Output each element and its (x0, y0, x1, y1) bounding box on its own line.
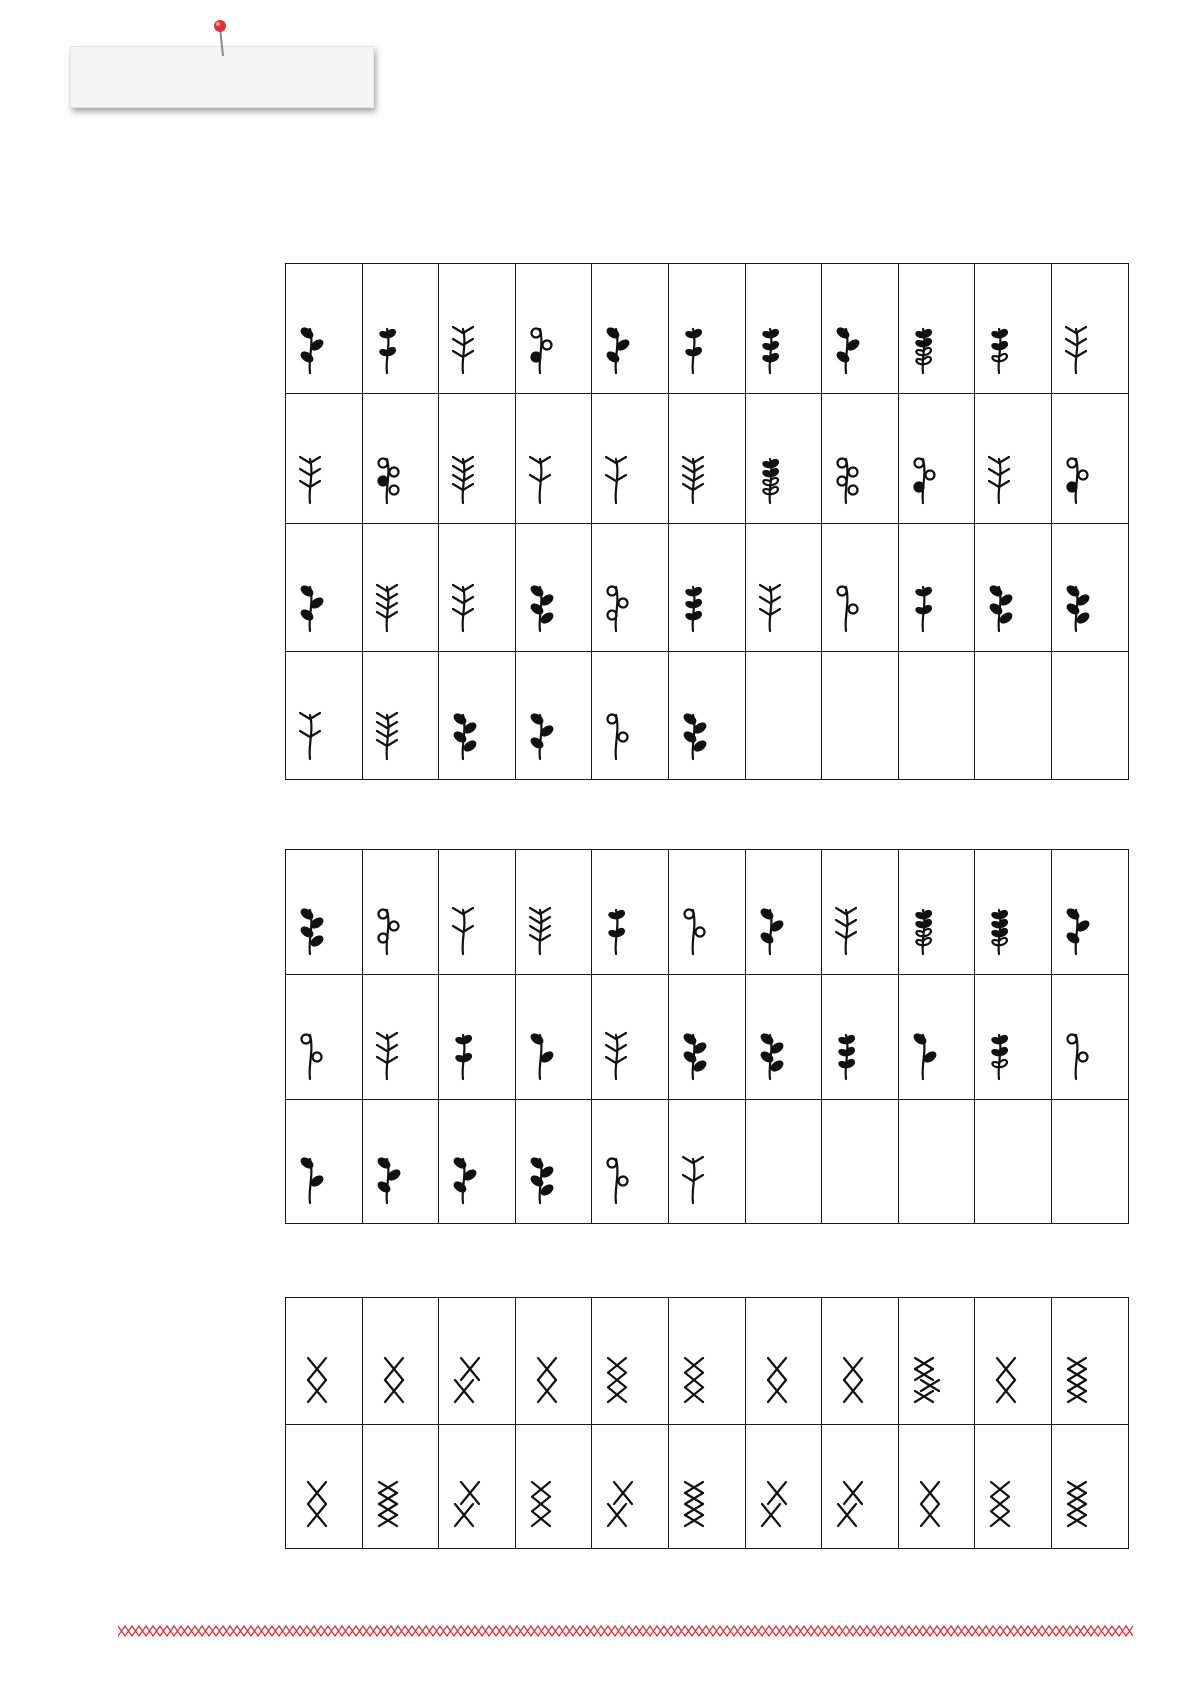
empty-cell (1051, 1100, 1128, 1224)
stitch-cell (822, 524, 899, 652)
stitch-cell (592, 394, 669, 524)
pansy-icon (911, 904, 941, 956)
empty-cell (898, 652, 975, 780)
stitch-cell (592, 1100, 669, 1224)
stitch-cell (362, 524, 439, 652)
scroll-icon (604, 323, 634, 375)
y-stitch-icon (834, 1478, 864, 1530)
stitch-cell (975, 394, 1052, 524)
iris-icon (375, 1153, 405, 1205)
stitch-cell (286, 524, 363, 652)
stitch-cell (898, 1425, 975, 1549)
flower-chain-icon (375, 323, 405, 375)
stitch-cell (515, 264, 592, 394)
stitch-cell (745, 850, 822, 975)
stitch-cell (362, 264, 439, 394)
spiral-vine-icon (298, 1029, 328, 1081)
rose-leaf-icon (375, 1029, 405, 1081)
lattice-icon (528, 1354, 558, 1406)
moth-icon (1064, 1029, 1094, 1081)
stitch-cell (898, 1298, 975, 1425)
stitch-cell (975, 524, 1052, 652)
clover-icon (1064, 581, 1094, 633)
stitch-cell (439, 652, 516, 780)
palm-icon (1064, 453, 1094, 505)
empty-cell (975, 652, 1052, 780)
lily-bloom-icon (528, 904, 558, 956)
vine-scroll-icon (604, 1029, 634, 1081)
chrysanthemum-icon (834, 904, 864, 956)
petal-drop-icon (375, 453, 405, 505)
x-column-icon (451, 1354, 481, 1406)
stitch-cell (439, 394, 516, 524)
flower-column-icon (681, 1153, 711, 1205)
stitch-cell (515, 652, 592, 780)
stitch-cell (439, 1425, 516, 1549)
cloverleaf-icon (758, 1029, 788, 1081)
stitch-cell (668, 1100, 745, 1224)
stitch-cell (286, 1100, 363, 1224)
stitch-cell (286, 1298, 363, 1425)
cluster-x-icon (681, 1478, 711, 1530)
lily-icon (528, 323, 558, 375)
fern-strand-icon (375, 581, 405, 633)
asterisk-stitch-icon (834, 1354, 864, 1406)
scroll-flower-icon (681, 1029, 711, 1081)
arrow-stitch-icon (1064, 1354, 1094, 1406)
stitch-cell (898, 975, 975, 1100)
single-leaf-icon (911, 323, 941, 375)
stitch-table-1 (285, 263, 1129, 780)
flower-sprig-icon (298, 904, 328, 956)
diamond-flower-icon (604, 453, 634, 505)
s-wave-icon (758, 453, 788, 505)
wheat-icon (298, 581, 328, 633)
rosebud-chain-icon (834, 581, 864, 633)
stitch-cell (362, 1425, 439, 1549)
stitch-cell (822, 1298, 899, 1425)
block-column-icon (834, 453, 864, 505)
stitch-cell (1051, 264, 1128, 394)
daisy-branch-icon (451, 709, 481, 761)
stitch-cell (592, 1425, 669, 1549)
asterisk-flower-icon (604, 709, 634, 761)
quatrefoil-icon (681, 904, 711, 956)
stitch-cell (745, 394, 822, 524)
stacked-x-icon (987, 1478, 1017, 1530)
checker-step-icon (298, 1478, 328, 1530)
daisy-cluster-icon (681, 709, 711, 761)
stitch-cell (822, 264, 899, 394)
cross-stitch-icon (298, 1354, 328, 1406)
long-stem-icon (604, 1153, 634, 1205)
stitch-cell (668, 524, 745, 652)
stitch-cell (668, 652, 745, 780)
stitch-cell (745, 975, 822, 1100)
zigzag-feather-icon (987, 1354, 1017, 1406)
stitch-cell (898, 524, 975, 652)
blossom-column-icon (375, 709, 405, 761)
stitch-cell (515, 1298, 592, 1425)
stitch-cell (439, 264, 516, 394)
berry-branch-icon (528, 1029, 558, 1081)
six-point-star-icon (911, 453, 941, 505)
star-burst-icon (681, 323, 711, 375)
sprout-icon (987, 323, 1017, 375)
calla-icon (451, 1029, 481, 1081)
rose-icon (528, 581, 558, 633)
stitch-cell (1051, 394, 1128, 524)
empty-cell (1051, 652, 1128, 780)
stitch-cell (286, 850, 363, 975)
double-x-icon (528, 1478, 558, 1530)
cluster-vine-icon (911, 581, 941, 633)
twin-bud-icon (451, 581, 481, 633)
stitch-cell (822, 1425, 899, 1549)
push-pin-icon (210, 18, 230, 58)
stitch-cell (362, 850, 439, 975)
four-petal-icon (987, 581, 1017, 633)
plus-column-icon (451, 1478, 481, 1530)
stitch-cell (286, 394, 363, 524)
zig-x-icon (758, 1478, 788, 1530)
stitch-cell (439, 1100, 516, 1224)
stitch-cell (668, 975, 745, 1100)
empty-cell (745, 1100, 822, 1224)
sun-flower-icon (987, 453, 1017, 505)
fan-leaf-icon (528, 453, 558, 505)
vine-flower-icon (604, 581, 634, 633)
double-bloom-icon (834, 1029, 864, 1081)
stitch-cell (668, 850, 745, 975)
stitch-cell (592, 850, 669, 975)
stitch-cell (745, 524, 822, 652)
cross-box-icon (375, 1478, 405, 1530)
stitch-cell (286, 652, 363, 780)
stitch-cell (592, 1298, 669, 1425)
stitch-cell (286, 975, 363, 1100)
stitch-cell (1051, 850, 1128, 975)
loop-chain-icon (911, 1354, 941, 1406)
stitch-cell (515, 1425, 592, 1549)
diamond-stitch-icon (375, 1354, 405, 1406)
flower-spray-icon (528, 1153, 558, 1205)
empty-cell (822, 1100, 899, 1224)
side-cross-icon (681, 1354, 711, 1406)
leaf-branch-icon (451, 1153, 481, 1205)
stitch-cell (975, 975, 1052, 1100)
stitch-cell (592, 264, 669, 394)
stitch-cell (515, 394, 592, 524)
stitch-cell (975, 264, 1052, 394)
stitch-cell (898, 394, 975, 524)
stitch-cell (362, 975, 439, 1100)
diagonal-x-icon (911, 1478, 941, 1530)
stitch-cell (668, 394, 745, 524)
stitch-cell (975, 850, 1052, 975)
stitch-cell (515, 524, 592, 652)
stitch-table-2 (285, 849, 1129, 1224)
stitch-cell (592, 524, 669, 652)
empty-cell (822, 652, 899, 780)
stitch-cell (822, 850, 899, 975)
arrow-leaves-icon (298, 709, 328, 761)
tulip-row-icon (298, 323, 328, 375)
fern-frond-icon (604, 904, 634, 956)
wheat-bend-icon (987, 904, 1017, 956)
leaf-swirl-icon (451, 323, 481, 375)
stitch-cell (592, 975, 669, 1100)
berry-stem-icon (1064, 323, 1094, 375)
stitch-table-3 (285, 1297, 1129, 1549)
fern-arc-icon (298, 453, 328, 505)
stitch-cell (515, 1100, 592, 1224)
cross-bar-icon (758, 1354, 788, 1406)
stitch-cell (592, 652, 669, 780)
stitch-cell (439, 1298, 516, 1425)
wing-leaf-icon (451, 453, 481, 505)
stitch-cell (1051, 1425, 1128, 1549)
crescent-icon (758, 323, 788, 375)
stitch-cell (362, 1298, 439, 1425)
bell-flower-icon (681, 581, 711, 633)
stitch-cell (439, 524, 516, 652)
stitch-cell (515, 850, 592, 975)
stitch-cell (439, 850, 516, 975)
stitch-cell (975, 1298, 1052, 1425)
stitch-cell (898, 264, 975, 394)
empty-cell (898, 1100, 975, 1224)
empty-cell (745, 652, 822, 780)
feather-leaf-icon (681, 453, 711, 505)
rose-bloom-icon (911, 1029, 941, 1081)
star-stitch-icon (604, 1354, 634, 1406)
bow-leaf-icon (758, 904, 788, 956)
stitch-cell (745, 1425, 822, 1549)
stitch-cell (362, 1100, 439, 1224)
stitch-cell (745, 264, 822, 394)
cross-stitch-border (118, 1624, 1134, 1638)
bouquet-icon (298, 1153, 328, 1205)
stitch-cell (975, 1425, 1052, 1549)
stitch-cell (439, 975, 516, 1100)
hibiscus-icon (375, 904, 405, 956)
stitch-cell (745, 1298, 822, 1425)
stitch-cell (1051, 524, 1128, 652)
stitch-cell (822, 394, 899, 524)
stitch-cell (668, 1425, 745, 1549)
grape-cluster-icon (451, 904, 481, 956)
ornament-bead-icon (1064, 904, 1094, 956)
leaf-outline-icon (834, 323, 864, 375)
stitch-cell (822, 975, 899, 1100)
stitch-cell (668, 1298, 745, 1425)
stitch-cell (668, 264, 745, 394)
stitch-cell (286, 264, 363, 394)
stitch-cell (362, 652, 439, 780)
comb-flower-icon (528, 709, 558, 761)
stitch-cell (362, 394, 439, 524)
empty-cell (975, 1100, 1052, 1224)
butterfly-icon (987, 1029, 1017, 1081)
x-pair-icon (1064, 1478, 1094, 1530)
stitch-cell (515, 975, 592, 1100)
stitch-cell (1051, 1298, 1128, 1425)
stitch-cell (898, 850, 975, 975)
tulip-stem-icon (758, 581, 788, 633)
triple-x-icon (604, 1478, 634, 1530)
stitch-cell (1051, 975, 1128, 1100)
stitch-cell (286, 1425, 363, 1549)
